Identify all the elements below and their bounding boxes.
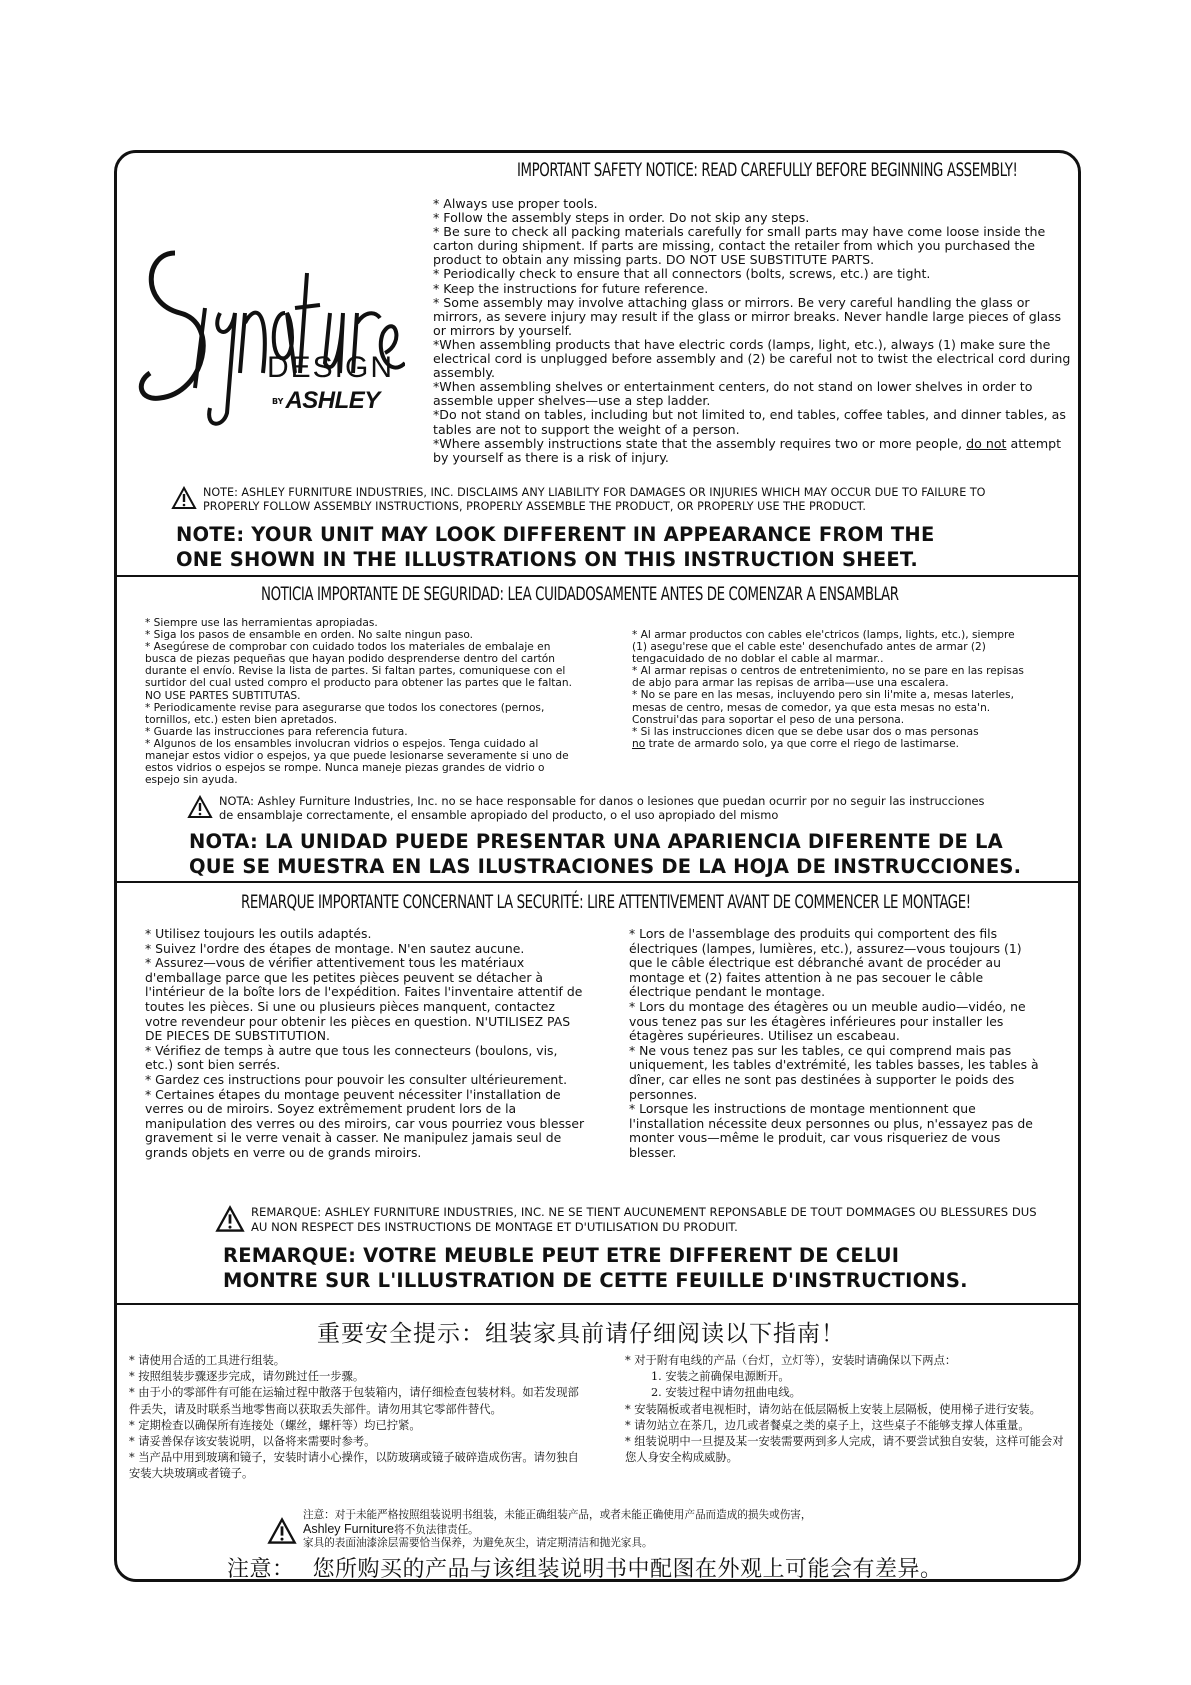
english-disclaimer: NOTE: ASHLEY FURNITURE INDUSTRIES, INC. DISCLAIMS ANY LIABILITY FOR DAMAGES OR INJURIES WHICH MAY OCCUR DUE TO FAILURE TO PROPERLY FOLLOW ASSEMBLY INSTRUCTIONS, PROPERLY ASSEMBLE THE PRODUCT, OR PROPERLY USE THE PRODUCT. — [203, 486, 986, 513]
french-bullet: * Lorsque les instructions de montage mentionnent que l'installation nécessite deux personnes ou plus, n'essayez pas de monter vous—même le produit, car vous risqueriez de vous blesser. — [629, 1101, 1033, 1160]
chinese-bullet: * 请使用合适的工具进行组装。 — [129, 1354, 286, 1367]
spanish-bullet-last — [632, 738, 1032, 750]
french-title: REMARQUE IMPORTANTE CONCERNANT LA SECURITÉ: LIRE ATTENTIVEMENT AVANT DE COMMENCER LE MONTAGE! — [241, 891, 971, 913]
chinese-bullet: * 请妥善保存该安装说明，以备将来需要时参考。 — [129, 1435, 376, 1449]
spanish-last-underlined: no — [632, 737, 646, 750]
english-note-line2: ONE SHOWN IN THE ILLUSTRATIONS ON THIS INSTRUCTION SHEET. — [176, 548, 919, 571]
french-left-bullets — [145, 927, 585, 1161]
spanish-section — [117, 577, 1078, 881]
french-bullet: * Lors du montage des étagères ou un meuble audio—vidéo, ne vous tenez pas sur les étagères inférieures pour installer les étagères supérieures. Utilisez un escabeau. — [629, 998, 1026, 1044]
warning-triangle-icon — [187, 795, 213, 819]
english-bullet: *When assembling products that have electric cords (lamps, light, etc.), always (1) make sure the electrical cord is unplugged before assembly and (2) be careful not to twist the electrical cord during assembly. — [433, 336, 1071, 381]
french-section — [117, 883, 1078, 1303]
english-title: IMPORTANT SAFETY NOTICE: READ CAREFULLY BEFORE BEGINNING ASSEMBLY! — [517, 159, 1018, 181]
chinese-disclaimer-line3: 家具的表面油漆涂层需要恰当保养，为避免灰尘，请定期清洁和抛光家具。 — [303, 1537, 653, 1549]
warning-triangle-icon — [267, 1517, 297, 1545]
spanish-note-line2: QUE SE MUESTRA EN LAS ILUSTRACIONES DE LA HOJA DE INSTRUCCIONES. — [189, 855, 1022, 878]
french-disclaimer-row — [215, 1205, 1045, 1235]
french-bullet: * Utilisez toujours les outils adaptés. — [145, 926, 372, 941]
french-appearance-note — [223, 1243, 968, 1293]
warning-triangle-icon — [171, 486, 197, 510]
chinese-disclaimer-row — [267, 1509, 967, 1551]
safety-notice-sheet — [114, 150, 1081, 1582]
french-disclaimer: REMARQUE: ASHLEY FURNITURE INDUSTRIES, INC. NE SE TIENT AUCUNEMENT REPONSABLE DE TOUT DOMMAGES OU BLESSURES DUS AU NON RESPECT DES INSTRUCTIONS DE MONTAGE ET D'UTILISATION DU PRODUIT. — [251, 1205, 1037, 1234]
spanish-bullet: * Asegúrese de comprobar con cuidado todos los materiales de embalaje en busca de piezas pequeñas que hayan podido desprenderse dentro del cartón durante el envío. Revise la lista de partes. Si faltan partes, comuniquese con el surtidor del cual usted compro el producto para obtener las partes que le faltan. NO USE PARTES SUBTITUTAS. — [145, 641, 573, 702]
chinese-bullet: * 对于附有电线的产品（台灯，立灯等），安装时请确保以下两点： — [625, 1354, 957, 1367]
spanish-title: NOTICIA IMPORTANTE DE SEGURIDAD: LEA CUIDADOSAMENTE ANTES DE COMENZAR A ENSAMBLAR — [261, 583, 899, 605]
logo-brand-word: ASHLEY — [285, 387, 380, 414]
chinese-disclaimer-brand: Ashley Furniture — [303, 1521, 395, 1536]
chinese-disclaimer-line2 — [303, 1523, 812, 1538]
chinese-bullet: * 组装说明中一旦提及某一安装需要两到多人完成，请不要尝试独自安装，这样可能会对您人身安全构成威胁。 — [625, 1435, 1064, 1465]
english-bullet: * Follow the assembly steps in order. Do not skip any steps. — [433, 210, 810, 226]
chinese-bullet: * 按照组装步骤逐步完成，请勿跳过任一步骤。 — [129, 1370, 365, 1384]
warning-triangle-icon — [215, 1205, 245, 1233]
english-last-start: *Where assembly instructions state that the assembly requires two or more people, — [433, 435, 963, 451]
english-bullet: *Do not stand on tables, including but not limited to, end tables, coffee tables, and dinner tables, as tables are not to support the weight of a person. — [433, 407, 1066, 437]
english-bullet: * Some assembly may involve attaching glass or mirrors. Be very careful handling the glass or mirrors, as severe injury may result if the glass or mirror breaks. Never handle large pieces of glass or mirrors by yourself. — [433, 294, 1062, 338]
chinese-bullet: * 定期检查以确保所有连接处（螺丝，螺杆等）均已拧紧。 — [129, 1418, 421, 1432]
english-last-underlined: do not — [966, 435, 1007, 451]
chinese-note-text: 您所购买的产品与该组装说明书中配图在外观上可能会有差异。 — [312, 1557, 943, 1582]
spanish-bullet: * Al armar repisas o centros de entretenimiento, no se pare en las repisas de abjo para armar las repisas de arriba—use una escalera. — [632, 665, 1024, 690]
english-bullet: *When assembling shelves or entertainment centers, do not stand on lower shelves in order to assemble upper shelves—use a step ladder. — [433, 379, 1033, 409]
spanish-bullet: * Siempre use las herramientas apropiadas. — [145, 617, 378, 629]
chinese-left-bullets — [129, 1353, 587, 1483]
french-bullet: * Lors de l'assemblage des produits qui comportent des fils électriques (lampes, lumières, etc.), assurez—vous toujours (1) que le câble électrique est débranché avant de procéder au montage et (2) faites attention à ne pas secouer le câble électrique pendant le montage. — [629, 926, 1022, 1000]
chinese-bullet: * 当产品中用到玻璃和镜子，安装时请小心操作，以防玻璃或镜子破碎造成伤害。请勿独自安装大块玻璃或者镜子。 — [129, 1451, 579, 1481]
chinese-disclaimer — [303, 1509, 812, 1551]
french-note-line1: REMARQUE: VOTRE MEUBLE PEUT ETRE DIFFERENT DE CELUI — [223, 1244, 900, 1267]
french-right-bullets — [629, 927, 1039, 1161]
french-bullet: * Suivez l'ordre des étapes de montage. N'en sautez aucune. — [145, 940, 525, 956]
english-section — [117, 153, 1078, 575]
chinese-bullet: * 请勿站立在茶几，边几或者餐桌之类的桌子上，这些桌子不能够支撑人体重量。 — [625, 1418, 1030, 1432]
logo-by-word: BY — [272, 396, 284, 406]
chinese-right-bullets — [625, 1353, 1069, 1466]
spanish-bullet: * Guarde las instrucciones para referencia futura. — [145, 725, 408, 738]
spanish-bullet: * Algunos de los ensambles involucran vidrios o espejos. Tenga cuidado al manejar estos vidior o espejos, ya que puede lesionarse severamente si uno de estos vidrios o espejos se rompe. Nunca maneje piezas grandes de vidrio o espejo sin ayuda. — [145, 737, 569, 787]
chinese-disclaimer-line1: 注意：对于未能严格按照组装说明书组装，未能正确组装产品，或者未能正确使用产品而造成的损失或伤害， — [303, 1509, 812, 1521]
french-bullet: * Vérifiez de temps à autre que tous les connecteurs (boulons, vis, etc.) sont bien serrés. — [145, 1042, 558, 1073]
english-note-line1: NOTE: YOUR UNIT MAY LOOK DIFFERENT IN APPEARANCE FROM THE — [176, 523, 935, 546]
english-appearance-note — [176, 522, 934, 572]
spanish-bullet: * Siga los pasos de ensamble en orden. No salte ningun paso. — [145, 629, 474, 642]
french-bullet: * Ne vous tenez pas sur les tables, ce qui comprend mais pas uniquement, les tables d'extrémité, les tables basses, les tables à dîner, car elles ne sont pas destinées à supporter le poids des personnes. — [629, 1042, 1039, 1102]
spanish-bullet: * Si las instrucciones dicen que se debe usar dos o mas personas — [632, 725, 979, 738]
english-bullet: * Always use proper tools. — [433, 196, 598, 211]
chinese-bullet: * 由于小的零部件有可能在运输过程中散落于包装箱内，请仔细检查包装材料。如若发现部件丢失，请及时联系当地零售商以获取丢失部件。请勿用其它零部件替代。 — [129, 1386, 579, 1416]
french-bullet: * Gardez ces instructions pour pouvoir les consulter ultérieurement. — [145, 1071, 568, 1087]
chinese-bullet: * 安装隔板或者电视柜时，请勿站在低层隔板上安装上层隔板，使用梯子进行安装。 — [625, 1402, 1041, 1416]
french-note-line2: MONTRE SUR L'ILLUSTRATION DE CETTE FEUILLE D'INSTRUCTIONS. — [223, 1269, 968, 1292]
chinese-sub-item: 2. 安装过程中请勿扭曲电线。 — [651, 1386, 801, 1400]
spanish-last-rest: trate de armardo solo, ya que corre el riego de lastimarse. — [645, 737, 959, 750]
french-bullet: * Assurez—vous de vérifier attentivement tous les matériaux d'emballage parce que les petites pièces peuvent se détacher à l'intérieur de la boîte lors de l'expédition. Faites l'inventaire attentif de toutes les pièces. Si une ou plusieurs pièces manquent, contactez votre revendeur pour obtenir les pièces en question. N'UTILISEZ PAS DE PIECES DE SUBSTITUTION. — [145, 955, 583, 1044]
chinese-appearance-note — [227, 1552, 943, 1582]
spanish-appearance-note — [189, 829, 1021, 879]
spanish-left-bullets — [145, 617, 573, 786]
spanish-bullet: * No se pare en las mesas, incluyendo pero sin li'mite a, mesas laterles, mesas de centro, mesas de comedor, ya que esta mesas no esta'n. Construi'das para soportar el peso de una persona. — [632, 689, 1014, 726]
chinese-note-label: 注意： — [227, 1557, 295, 1582]
logo-design-word: DESIGN — [267, 351, 395, 384]
chinese-section — [117, 1305, 1078, 1582]
spanish-right-bullets — [632, 629, 1032, 750]
chinese-sub-item: 1. 安装之前确保电源断开。 — [651, 1370, 790, 1384]
english-bullet: * Periodically check to ensure that all connectors (bolts, screws, etc.) are tight. — [433, 266, 931, 282]
spanish-note-line1: NOTA: LA UNIDAD PUEDE PRESENTAR UNA APARIENCIA DIFERENTE DE LA — [189, 830, 1003, 853]
spanish-bullet: * Al armar productos con cables ele'ctricos (lamps, lights, etc.), siempre (1) asegu'rese que el cable este' desenchufado antes de armar (2) tengacuidado de no doblar el cable al marmar.. — [632, 629, 1015, 666]
chinese-title: 重要安全提示：组装家具前请仔细阅读以下指南！ — [317, 1321, 845, 1347]
english-last-end: attempt by yourself as there is a risk of injury. — [433, 435, 1062, 465]
english-bullets — [433, 197, 1071, 465]
spanish-disclaimer: NOTA: Ashley Furniture Industries, Inc. no se hace responsable for danos o lesiones que puedan ocurrir por no seguir las instrucciones de ensamblaje correctamente, el ensamble apropiado del producto, o el uso apropiado del mismo — [219, 794, 985, 822]
french-bullet: * Certaines étapes du montage peuvent nécessiter l'installation de verres ou de miroirs. Soyez extrêmement prudent lors de la manipulation des verres ou des miroirs, car vous pourriez vous blesser gravement si le verre venait à casser. Ne manipulez jamais seul de grands objets en verre ou de grands miroirs. — [145, 1086, 585, 1160]
english-bullet-last — [433, 437, 1071, 465]
chinese-disclaimer-line2-text: 将不负法律责任。 — [394, 1523, 479, 1536]
english-bullet: * Keep the instructions for future reference. — [433, 280, 709, 296]
spanish-disclaimer-row — [187, 795, 987, 822]
spanish-bullet: * Periodicamente revise para asegurarse que todos los conectores (pernos, tornillos, etc.) esten bien apretados. — [145, 701, 545, 726]
english-disclaimer-row — [171, 486, 1021, 513]
logo-brand-row — [272, 387, 380, 415]
english-bullet: * Be sure to check all packing materials carefully for small parts may have come loose inside the carton during shipment. If parts are missing, contact the retailer from which you purchased the product to obtain any missing parts. DO NOT USE SUBSTITUTE PARTS. — [433, 224, 1046, 268]
